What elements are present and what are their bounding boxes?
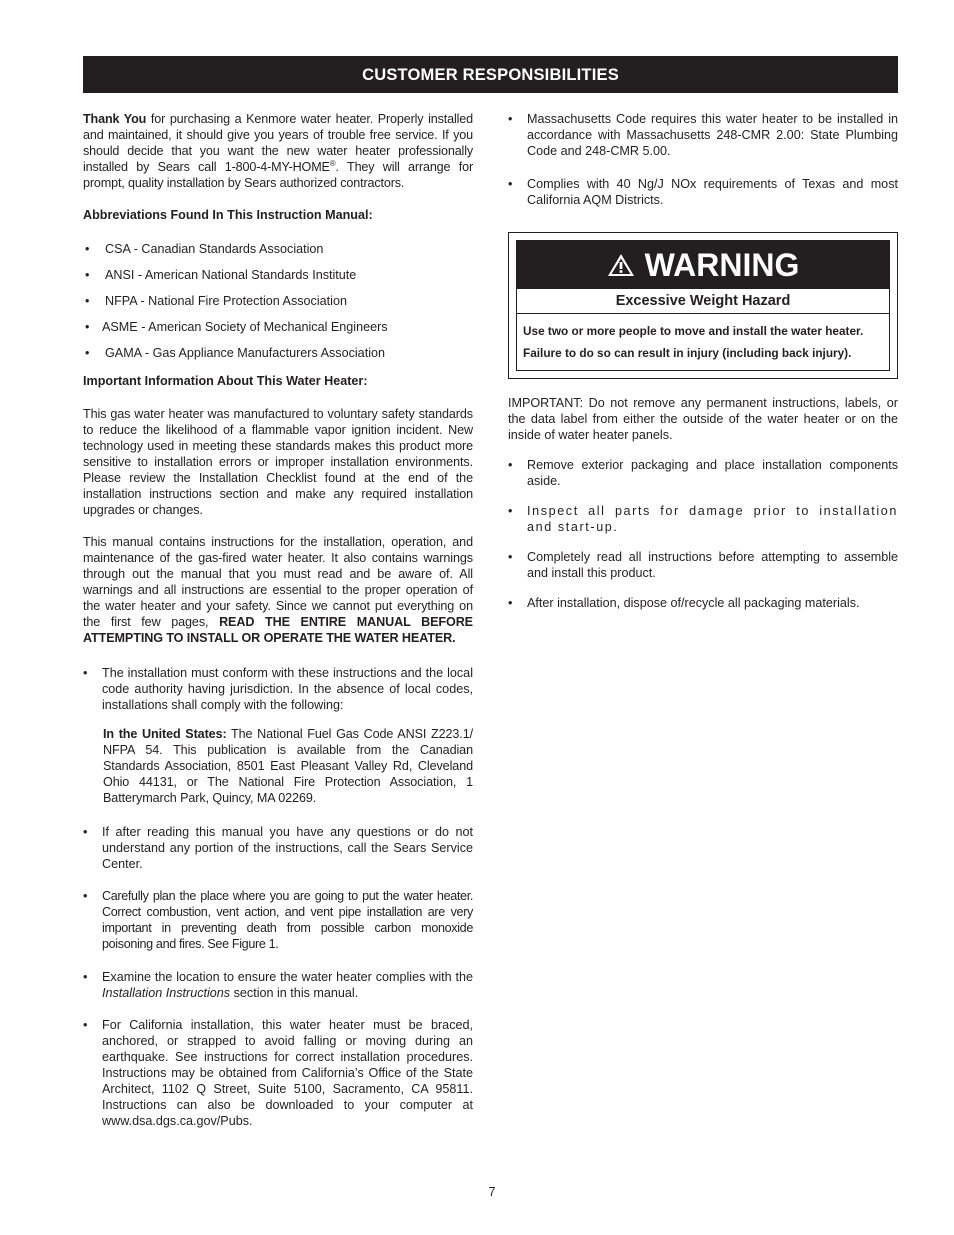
abbreviations-list xyxy=(83,241,473,361)
warning-panel xyxy=(508,232,898,379)
warning-title-bar xyxy=(517,241,889,289)
intro-text-1: for purchasing a Kenmore water heater. Properly installed and maintained, it should give you years of trouble free service. If you should decide that you want the new water heater professionally installed by Sears call 1-800-4-MY-HOME xyxy=(83,112,473,174)
section-title: CUSTOMER RESPONSIBILITIES xyxy=(362,65,619,84)
list-item: • The installation must conform with these instructions and the local code authority having jurisdiction. In the absence of local codes, installations shall comply with the following: xyxy=(83,666,473,712)
us-code-paragraph: In the United States: The National Fuel Gas Code ANSI Z223.1/ NFPA 54. This publication is available from the Canadian Standards Association, 8501 East Pleasant Valley Rd, Cleveland Ohio 44131, or The National Fire Protection Association, 1 Batterymarch Park, Quincy, MA 02269. xyxy=(103,727,474,805)
right-column xyxy=(508,111,898,611)
list-item: • Complies with 40 Ng/J NOx requirements of Texas and most California AQM Districts. xyxy=(508,177,898,207)
list-item: • GAMA - Gas Appliance Manufacturers Association xyxy=(85,346,385,360)
warning-body xyxy=(517,314,889,370)
manual-paragraph: This manual contains instructions for the installation, operation, and maintenance of the gas-fired water heater. It also contains warnings through out the manual that you must read and be aware of. All warnings and all instructions are essential to the proper operation of the water heater and your safety. Since we cannot put everything on the first few pages, READ THE ENTIRE MANUAL BEFORE ATTEMPTING TO INSTALL OR OPERATE THE WATER HEATER. xyxy=(83,535,473,645)
read-manual-warning: READ THE ENTIRE MANUAL BEFORE ATTEMPTING TO INSTALL OR OPERATE THE WATER HEATER. xyxy=(83,615,473,645)
list-item: • Massachusetts Code requires this water heater to be installed in accordance with Massachusetts 248-CMR 2.00: State Plumbing Code and 248-CMR 5.00. xyxy=(508,112,898,158)
abbreviations-heading: Abbreviations Found In This Instruction Manual: xyxy=(83,208,373,222)
gas-safety-paragraph: This gas water heater was manufactured to voluntary safety standards to reduce the likelihood of a flammable vapor ignition incident. New technology used in meeting these standards makes this product more sensitive to installation errors or improper installation environments. Please review the Installation Checklist found at the end of the installation instructions section and make any required installation upgrades or changes. xyxy=(83,407,473,517)
list-item: • CSA - Canadian Standards Association xyxy=(85,242,324,256)
section-header xyxy=(83,56,898,93)
intro-paragraph xyxy=(83,111,473,191)
list-item: • ANSI - American National Standards Institute xyxy=(85,268,357,282)
list-item: • For California installation, this water heater must be braced, anchored, or strapped to avoid falling or moving during an earthquake. See instructions for correct installation procedures. Instructions may be obtained from California’s Office of the State Architect, 1102 Q Street, Suite 5100, Sacramento, CA 95811. Instructions can also be downloaded to your computer at www.dsa.dgs.ca.gov/Pubs. xyxy=(83,1018,473,1128)
list-item: • Carefully plan the place where you are going to put the water heater. Correct combustion, vent action, and vent pipe installation are very important in preventing death from possible carbon monoxide poisoning and fires. See Figure 1. xyxy=(83,889,473,951)
list-item: • ASME - American Society of Mechanical Engineers xyxy=(85,320,388,334)
warning-subtitle: Excessive Weight Hazard xyxy=(517,289,889,314)
left-column xyxy=(83,111,473,1129)
warning-triangle-icon xyxy=(607,253,635,277)
intro-lead: Thank You xyxy=(83,112,147,126)
page-number: 7 xyxy=(488,1185,496,1199)
warning-box xyxy=(516,240,890,371)
list-item: • Inspect all parts for damage prior to installation and start-up. xyxy=(508,504,898,534)
list-item: • Remove exterior packaging and place installation components aside. xyxy=(508,458,898,488)
warning-title: WARNING xyxy=(644,247,800,283)
warning-line-2: Failure to do so can result in injury (including back injury). xyxy=(523,346,852,360)
list-item: • NFPA - National Fire Protection Association xyxy=(85,294,347,308)
important-paragraph: IMPORTANT: Do not remove any permanent instructions, labels, or the data label from either the outside of the water heater or on the inside of water heater panels. xyxy=(508,396,898,442)
list-item: • After installation, dispose of/recycle all packaging materials. xyxy=(508,596,860,610)
important-heading: Important Information About This Water Heater: xyxy=(83,374,368,388)
warning-line-1: Use two or more people to move and install the water heater. xyxy=(523,324,864,338)
list-item: • Completely read all instructions before attempting to assemble and install this product. xyxy=(508,550,898,580)
registered-mark: ® xyxy=(329,158,336,168)
list-item: • If after reading this manual you have any questions or do not understand any portion of the instructions, call the Sears Service Center. xyxy=(83,825,473,871)
list-item: • Examine the location to ensure the water heater complies with the Installation Instructions section in this manual. xyxy=(83,970,473,1000)
intro-text-2: . They will arrange for prompt, quality installation by Sears authorized contractors. xyxy=(83,160,473,190)
